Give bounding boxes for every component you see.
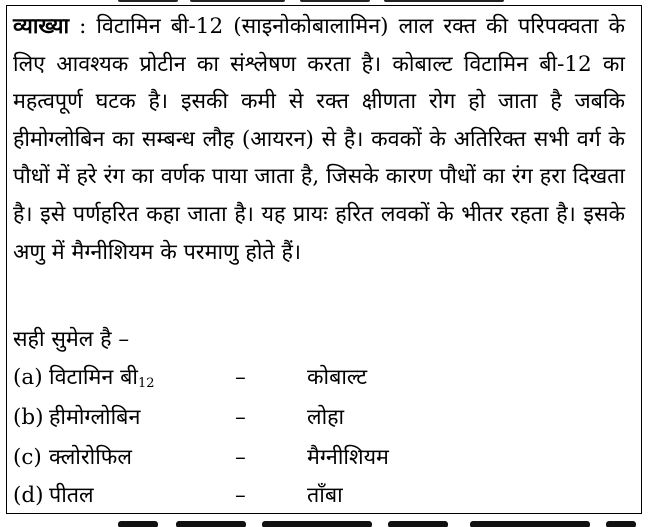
pair-dash: – xyxy=(235,483,246,508)
pair-match: कोबाल्ट xyxy=(307,365,368,390)
pair-dash: – xyxy=(235,445,246,470)
summary-line: सही सुमेल है – xyxy=(13,327,130,352)
pair-term-subscript: 12 xyxy=(137,376,155,391)
cropped-text-bottom xyxy=(0,516,650,527)
cropped-text-top xyxy=(0,0,650,4)
explanation-text: विटामिन बी-12 (साइनोकोबालामिन) लाल रक्त की परिपक्वता के लिए आवश्यक प्रोटीन का संश्लेषण करता है। कोबाल्ट विटामिन बी-12 का महत्वपूर्ण घटक है। इसकी कमी से रक्त क्षीणता रोग हो जाता है जबकि हीमोग्लोबिन का सम्बन्ध लौह (आयरन) से है। कवकों के अतिरिक्त सभी वर्ग के पौधों में हरे रंग का वर्णक पाया जाता है, जिसके कारण पौधों का रंग हरा दिखता है। इसे पर्णहरित कहा जाता है। यह प्रायः हरित लवकों के भीतर रहता है। इसके अणु में मैग्नीशियम के परमाणु होते हैं। xyxy=(13,14,625,265)
pair-match: मैग्नीशियम xyxy=(307,445,389,470)
pair-term: क्लोरोफिल xyxy=(49,445,132,470)
pair-term: हीमोग्लोबिन xyxy=(49,405,141,430)
pair-dash: – xyxy=(235,365,246,390)
explanation-paragraph xyxy=(13,8,625,271)
pair-match: ताँबा xyxy=(307,483,343,508)
pair-dash: – xyxy=(235,405,246,430)
pair-letter: (d) xyxy=(13,483,44,508)
pair-term: पीतल xyxy=(49,483,94,508)
explanation-separator: : xyxy=(69,14,97,39)
pair-letter: (a) xyxy=(13,365,43,390)
pair-letter: (b) xyxy=(13,405,44,430)
pair-match: लोहा xyxy=(307,405,345,430)
pair-term: विटामिन $बी_{12}$ xyxy=(49,365,155,391)
pair-letter: (c) xyxy=(13,445,42,470)
explanation-label: व्याख्या xyxy=(13,14,70,39)
